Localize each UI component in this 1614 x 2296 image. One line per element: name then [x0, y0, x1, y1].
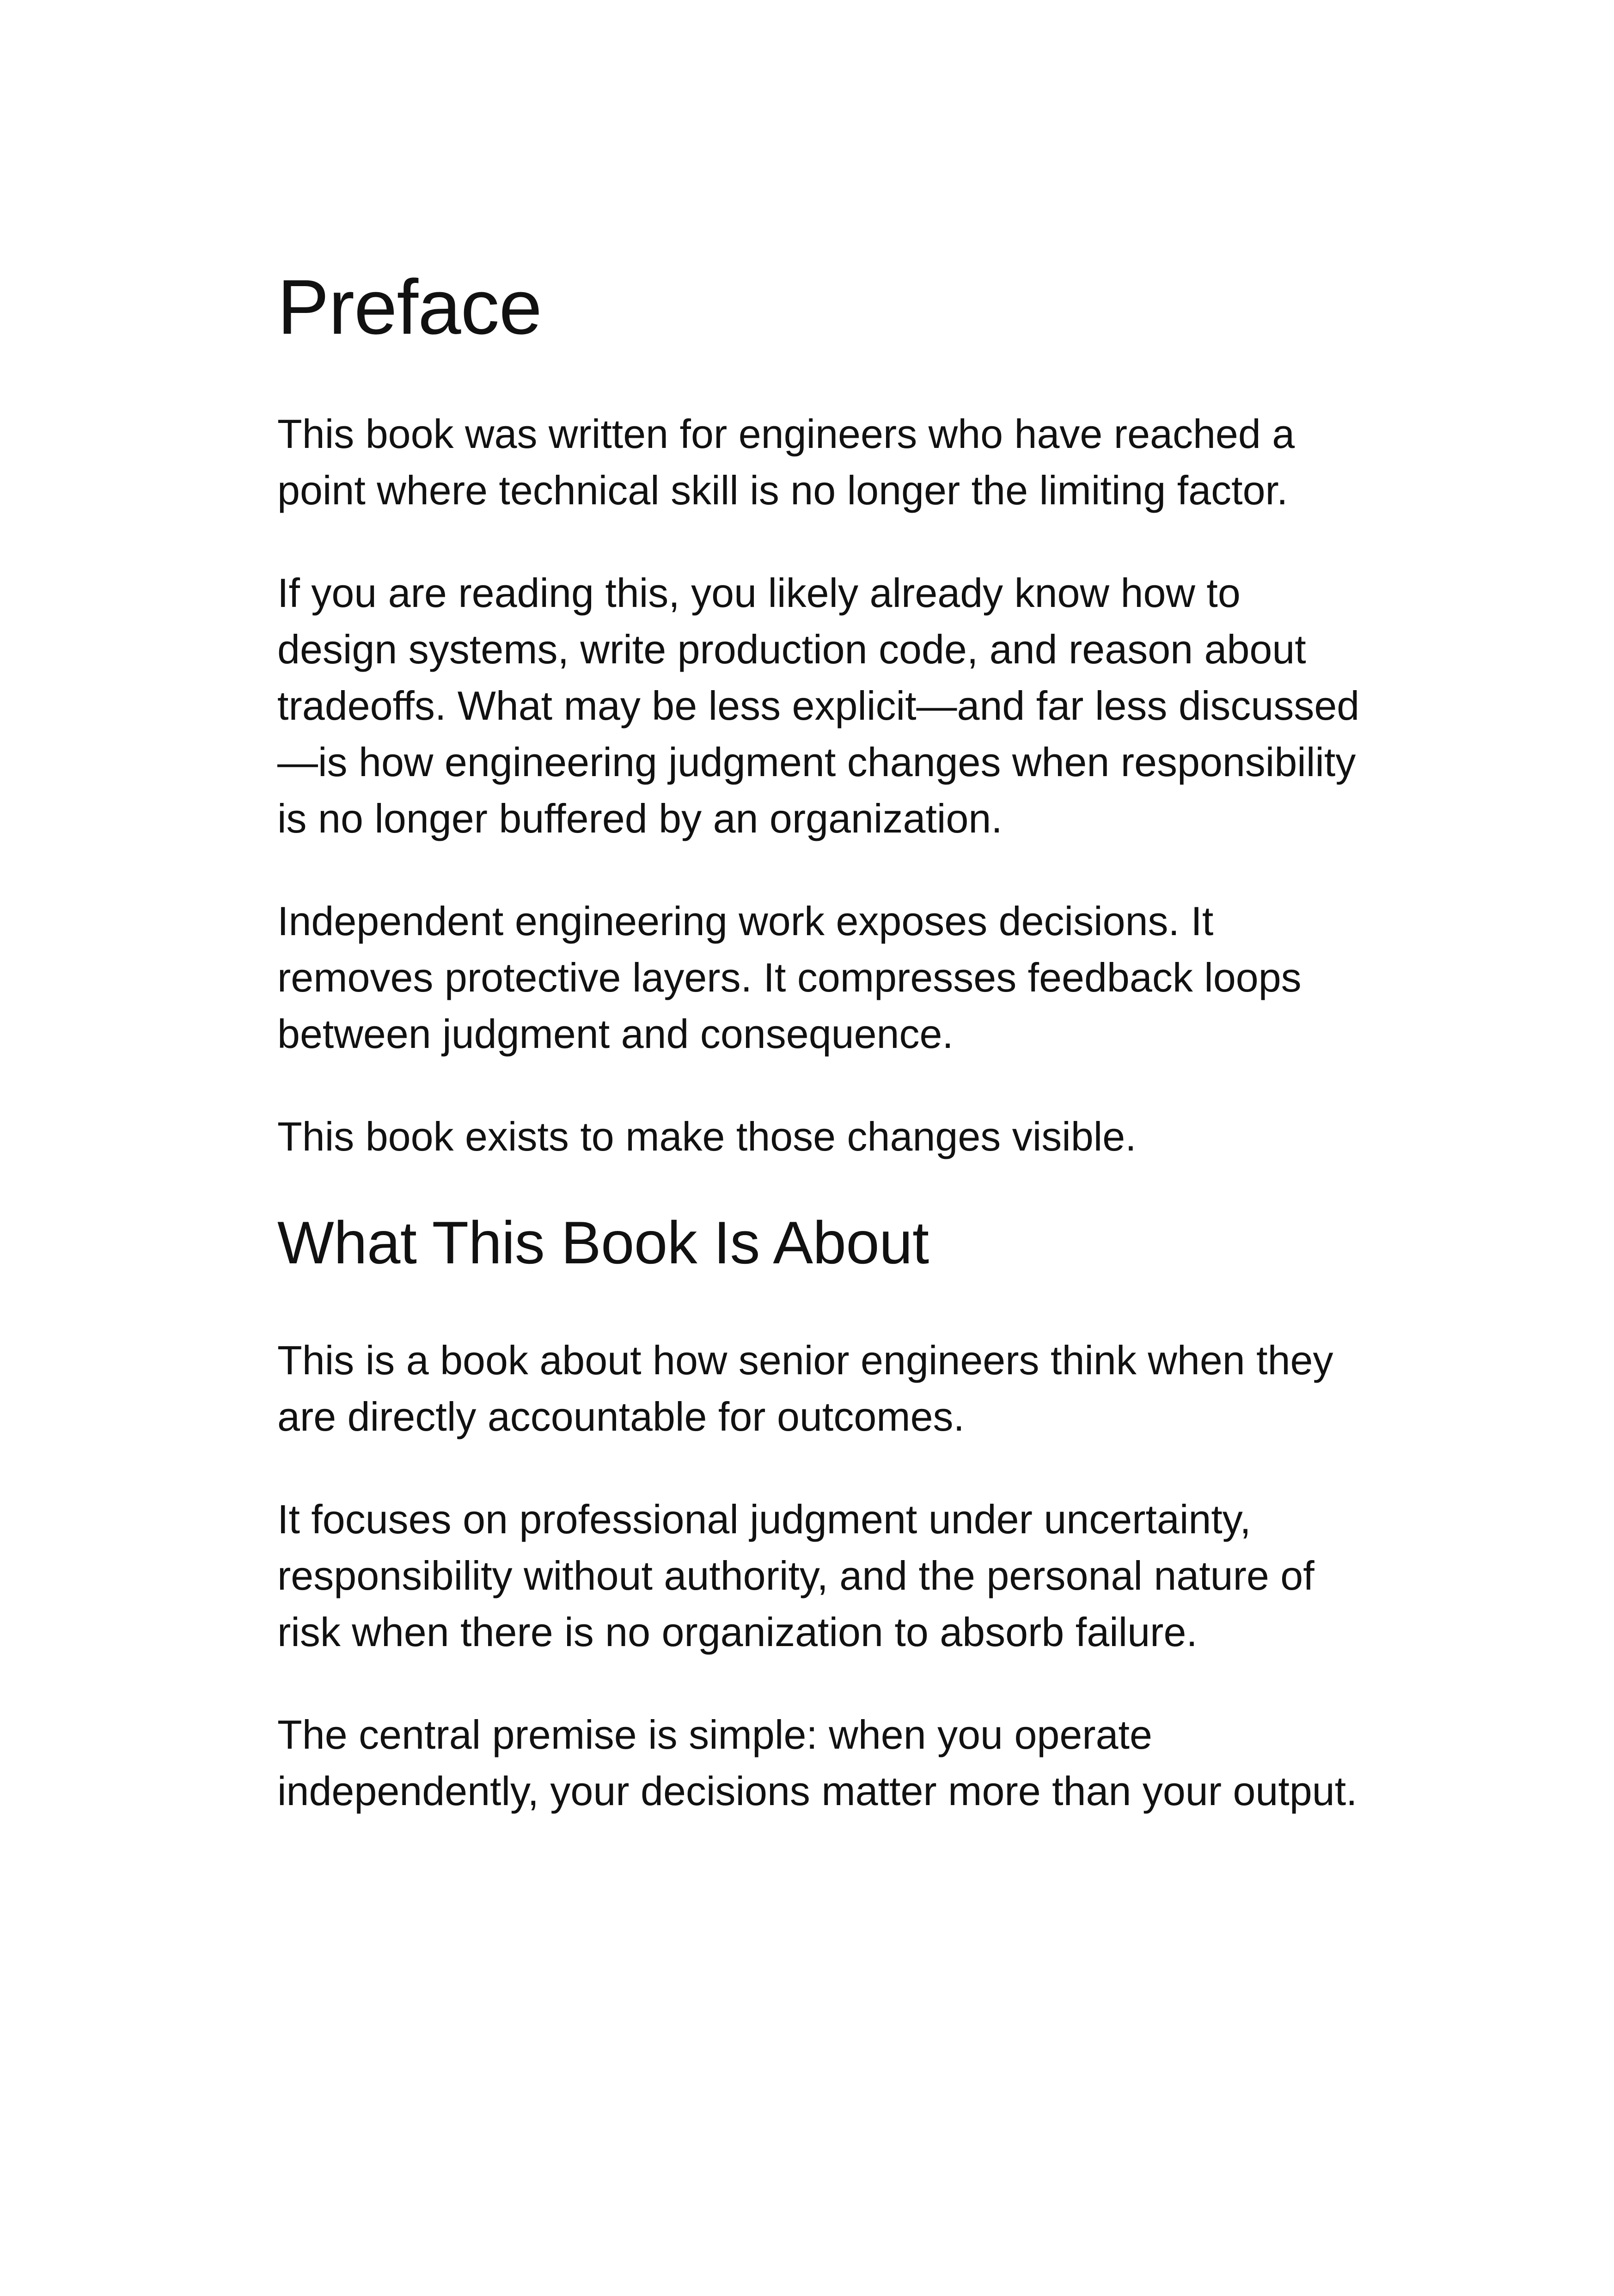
paragraph-section-2: It focuses on professional judgment under uncertainty, responsibility without authority, and the personal nature of risk when there is no organization to absorb failure. [277, 1496, 1314, 1655]
paragraph-section-3: The central premise is simple: when you operate independently, your decisions matter more than your output. [277, 1711, 1357, 1814]
paragraph-intro-2: If you are reading this, you likely already know how to design systems, write production code, and reason about tradeoffs. What may be less explicit—and far less discussed—is how engineering judgment changes when responsibility is no longer buffered by an organization. [277, 570, 1360, 841]
paragraph-intro-1: This book was written for engineers who have reached a point where technical skill is no longer the limiting factor. [277, 411, 1295, 513]
section-heading: What This Book Is About [277, 1209, 929, 1276]
paragraph-section-1: This is a book about how senior engineers think when they are directly accountable for outcomes. [277, 1337, 1333, 1439]
paragraph-intro-3: Independent engineering work exposes decisions. It removes protective layers. It compresses feedback loops between judgment and consequence. [277, 898, 1302, 1057]
document-page [277, 263, 1368, 1866]
page-title: Preface [277, 263, 542, 350]
paragraph-intro-4: This book exists to make those changes visible. [277, 1114, 1137, 1159]
